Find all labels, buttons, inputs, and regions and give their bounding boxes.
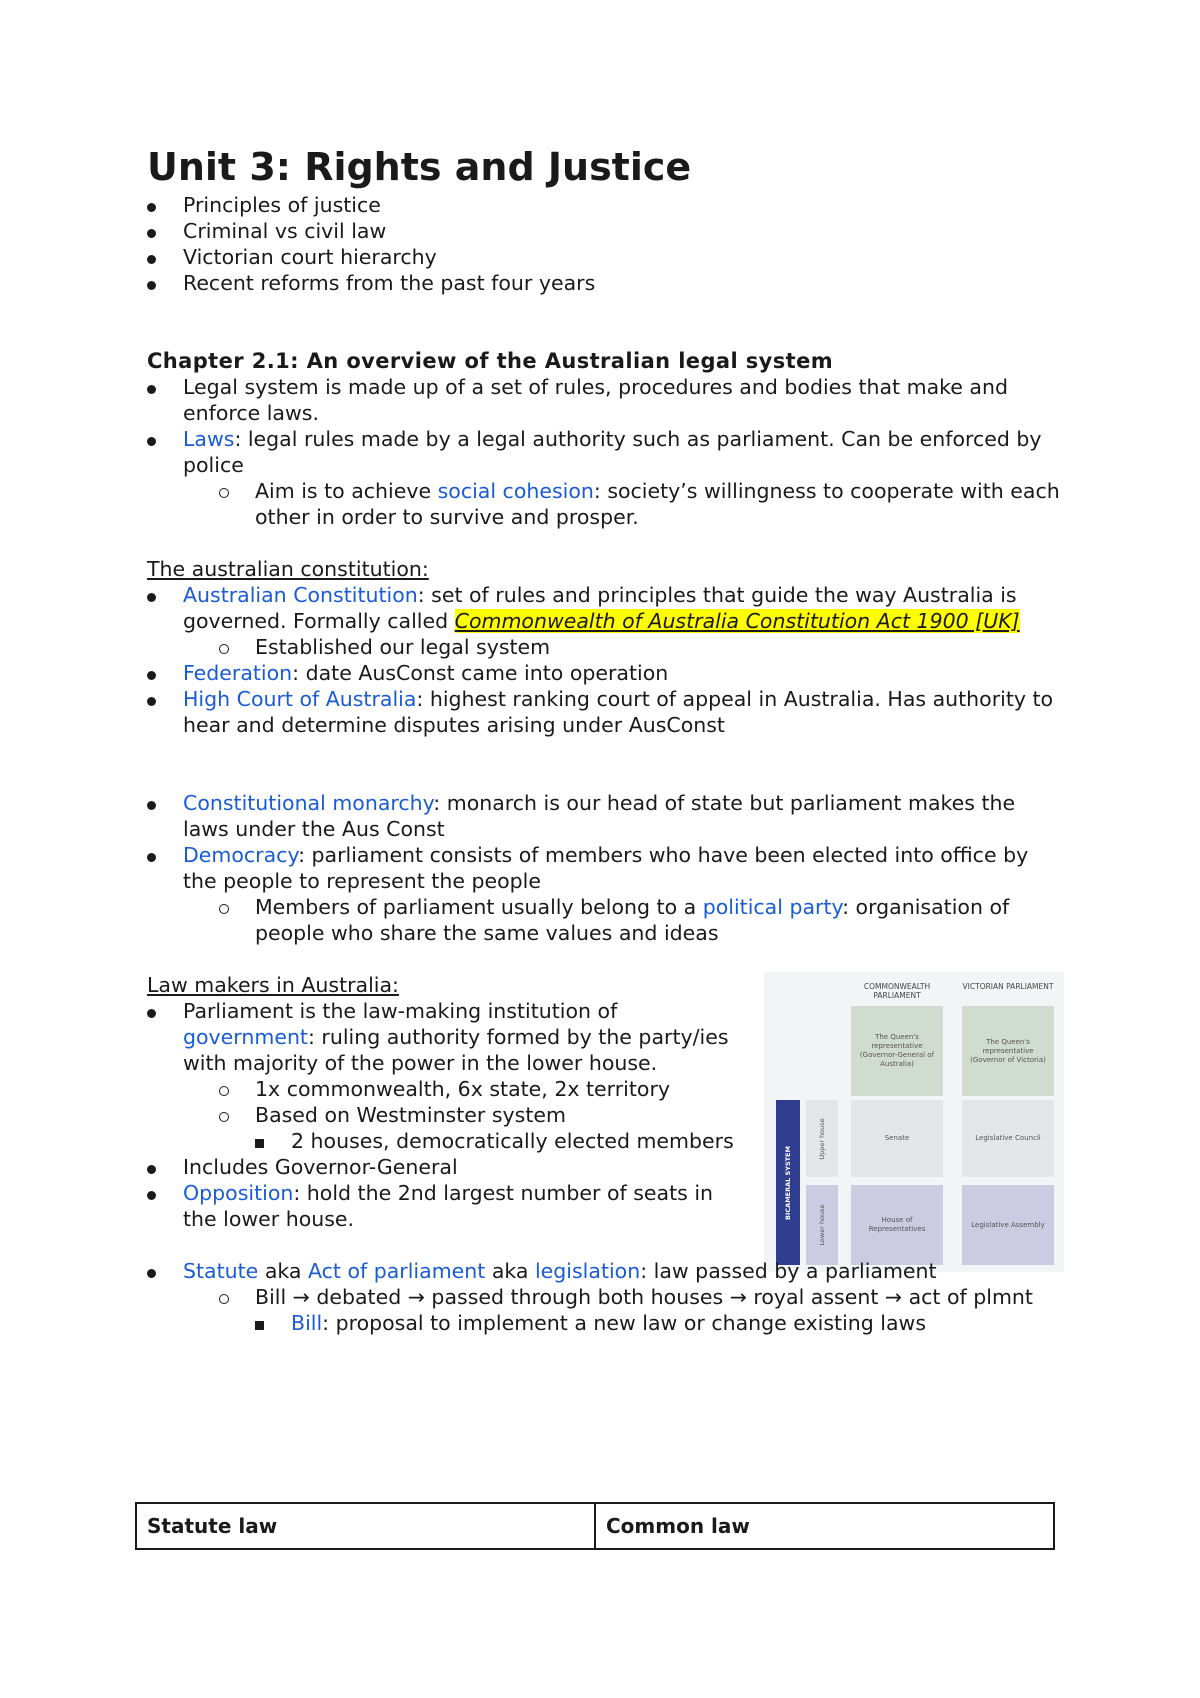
circle-bullet-icon [219,1294,229,1304]
list-item: Members of parliament usually belong to a political party: organisation of people who share the same values and ideas [183,894,1067,946]
list-item: Constitutional monarchy: monarch is our head of state but parliament makes the laws under the Aus Const [111,790,1067,842]
list-item: Based on Westminster system 2 houses, democratically elected members [183,1102,747,1154]
law-makers-section [147,972,1067,1246]
page-title: Unit 3: Rights and Justice [147,145,692,189]
figure-cell: Senate [851,1100,943,1177]
bullet-icon [147,593,156,602]
sub-list [111,1076,747,1154]
list-item: Includes Governor-General [111,1154,747,1180]
square-bullet-icon [255,1321,264,1330]
bullet-icon [147,229,156,238]
figure-cell: House of Representatives [851,1185,943,1265]
law-makers-heading: Law makers in Australia: [147,973,399,997]
list-item: Democracy: parliament consists of members who have been elected into office by the people to represent the people Members of parliament usually belong to a political party: organisation of people who share the same values and ideas [111,842,1067,946]
circle-bullet-icon [219,1112,229,1122]
statute-list [111,1258,1067,1336]
circle-bullet-icon [219,1086,229,1096]
list-item: 2 houses, democratically elected members [255,1128,747,1154]
figure-cell: Legislative Council [962,1100,1054,1177]
term-federation: Federation [183,661,293,685]
sub-list [111,634,1067,660]
list-item: Australian Constitution: set of rules and principles that guide the way Australia is governed. Formally called Commonwealth of Australia Constitution Act 1900 [UK] Established our legal system [111,582,1067,660]
list-item: Victorian court hierarchy [111,244,1067,270]
term-high-court: High Court of Australia [183,687,417,711]
term-act-of-parliament: Act of parliament [307,1259,486,1283]
constitution-heading: The australian constitution: [147,557,429,581]
bicameral-label: BICAMERAL SYSTEM [776,1100,800,1265]
term-statute: Statute [183,1259,259,1283]
table-header-cell: Common law [595,1503,1054,1549]
list-item: Statute aka Act of parliament aka legislation: law passed by a parliament Bill → debated → passed through both houses → royal assent → act of plmnt Bill: proposal to implement a new law or change existing laws [111,1258,1067,1336]
bullet-icon [147,1009,156,1018]
document-body [147,140,1067,1336]
circle-bullet-icon [219,488,229,498]
sub-sub-list [255,1310,1067,1336]
chapter-heading: Chapter 2.1: An overview of the Australian legal system [147,349,834,373]
term-laws: Laws [183,427,235,451]
list-item: Legal system is made up of a set of rules, procedures and bodies that make and enforce laws. [111,374,1067,426]
list-item: Laws: legal rules made by a legal authority such as parliament. Can be enforced by police Aim is to achieve social cohesion: society’s willingness to cooperate with each other in order to survive and prosper. [111,426,1067,530]
figure-column-header: COMMONWEALTH PARLIAMENT [863,982,931,1000]
sub-list [111,1284,1067,1336]
figure-column-header: VICTORIAN PARLIAMENT [962,982,1054,991]
figure-cell: The Queen's representative (Governor of Victoria) [962,1006,1054,1096]
list-item: Opposition: hold the 2nd largest number of seats in the lower house. [111,1180,747,1232]
bullet-icon [147,385,156,394]
term-social-cohesion: social cohesion [437,479,594,503]
list-item: Aim is to achieve social cohesion: society’s willingness to cooperate with each other in order to survive and prosper. [183,478,1067,530]
list-item: Criminal vs civil law [111,218,1067,244]
table-header-cell: Statute law [136,1503,595,1549]
bullet-icon [147,801,156,810]
list-item: Bill → debated → passed through both houses → royal assent → act of plmnt Bill: proposal to implement a new law or change existing laws [183,1284,1067,1336]
bullet-icon [147,671,156,680]
list-item: Federation: date AusConst came into operation [111,660,1067,686]
bullet-icon [147,1191,156,1200]
circle-bullet-icon [219,904,229,914]
bullet-icon [147,697,156,706]
government-list [111,790,1067,946]
list-item: Established our legal system [183,634,1067,660]
list-item: Principles of justice [111,192,1067,218]
bullet-icon [147,281,156,290]
term-opposition: Opposition [183,1181,294,1205]
list-item: Recent reforms from the past four years [111,270,1067,296]
list-item: Parliament is the law-making institution of government: ruling authority formed by the party/ies with majority of the power in the lower house. 1x commonwealth, 6x state, 2x territory Based on Westminster system 2 houses, democratically elected members [111,998,747,1154]
parliament-structure-figure [764,972,1064,1272]
sub-list [111,894,1067,946]
list-item: Bill: proposal to implement a new law or change existing laws [255,1310,1067,1336]
bullet-icon [147,1269,156,1278]
term-democracy: Democracy [183,843,299,867]
list-item: High Court of Australia: highest ranking court of appeal in Australia. Has authority to hear and determine disputes arising under AusConst [111,686,1067,738]
upper-house-label: Upper house [806,1100,838,1177]
term-australian-constitution: Australian Constitution [183,583,418,607]
highlighted-formal-name: Commonwealth of Australia Constitution Act 1900 [UK] [454,609,1020,633]
circle-bullet-icon [219,644,229,654]
figure-cell: Legislative Assembly [962,1185,1054,1265]
figure-cell: The Queen's representative (Governor-General of Australia) [851,1006,943,1096]
term-legislation: legislation [534,1259,641,1283]
term-bill: Bill [291,1311,323,1335]
lower-house-label: Lower house [806,1185,838,1265]
term-constitutional-monarchy: Constitutional monarchy [183,791,434,815]
list-item: 1x commonwealth, 6x state, 2x territory [183,1076,747,1102]
unit-topic-list [111,192,1067,296]
bullet-icon [147,437,156,446]
table-row [136,1503,1054,1549]
statute-vs-common-law-table [135,1502,1055,1550]
sub-sub-list [255,1128,747,1154]
law-makers-list [111,998,747,1232]
bullet-icon [147,203,156,212]
constitution-list [111,582,1067,738]
bullet-icon [147,255,156,264]
square-bullet-icon [255,1139,264,1148]
bullet-icon [147,853,156,862]
term-government: government [183,1025,308,1049]
bullet-icon [147,1165,156,1174]
chapter-list [111,374,1067,530]
sub-list [111,478,1067,530]
term-political-party: political party [702,895,843,919]
